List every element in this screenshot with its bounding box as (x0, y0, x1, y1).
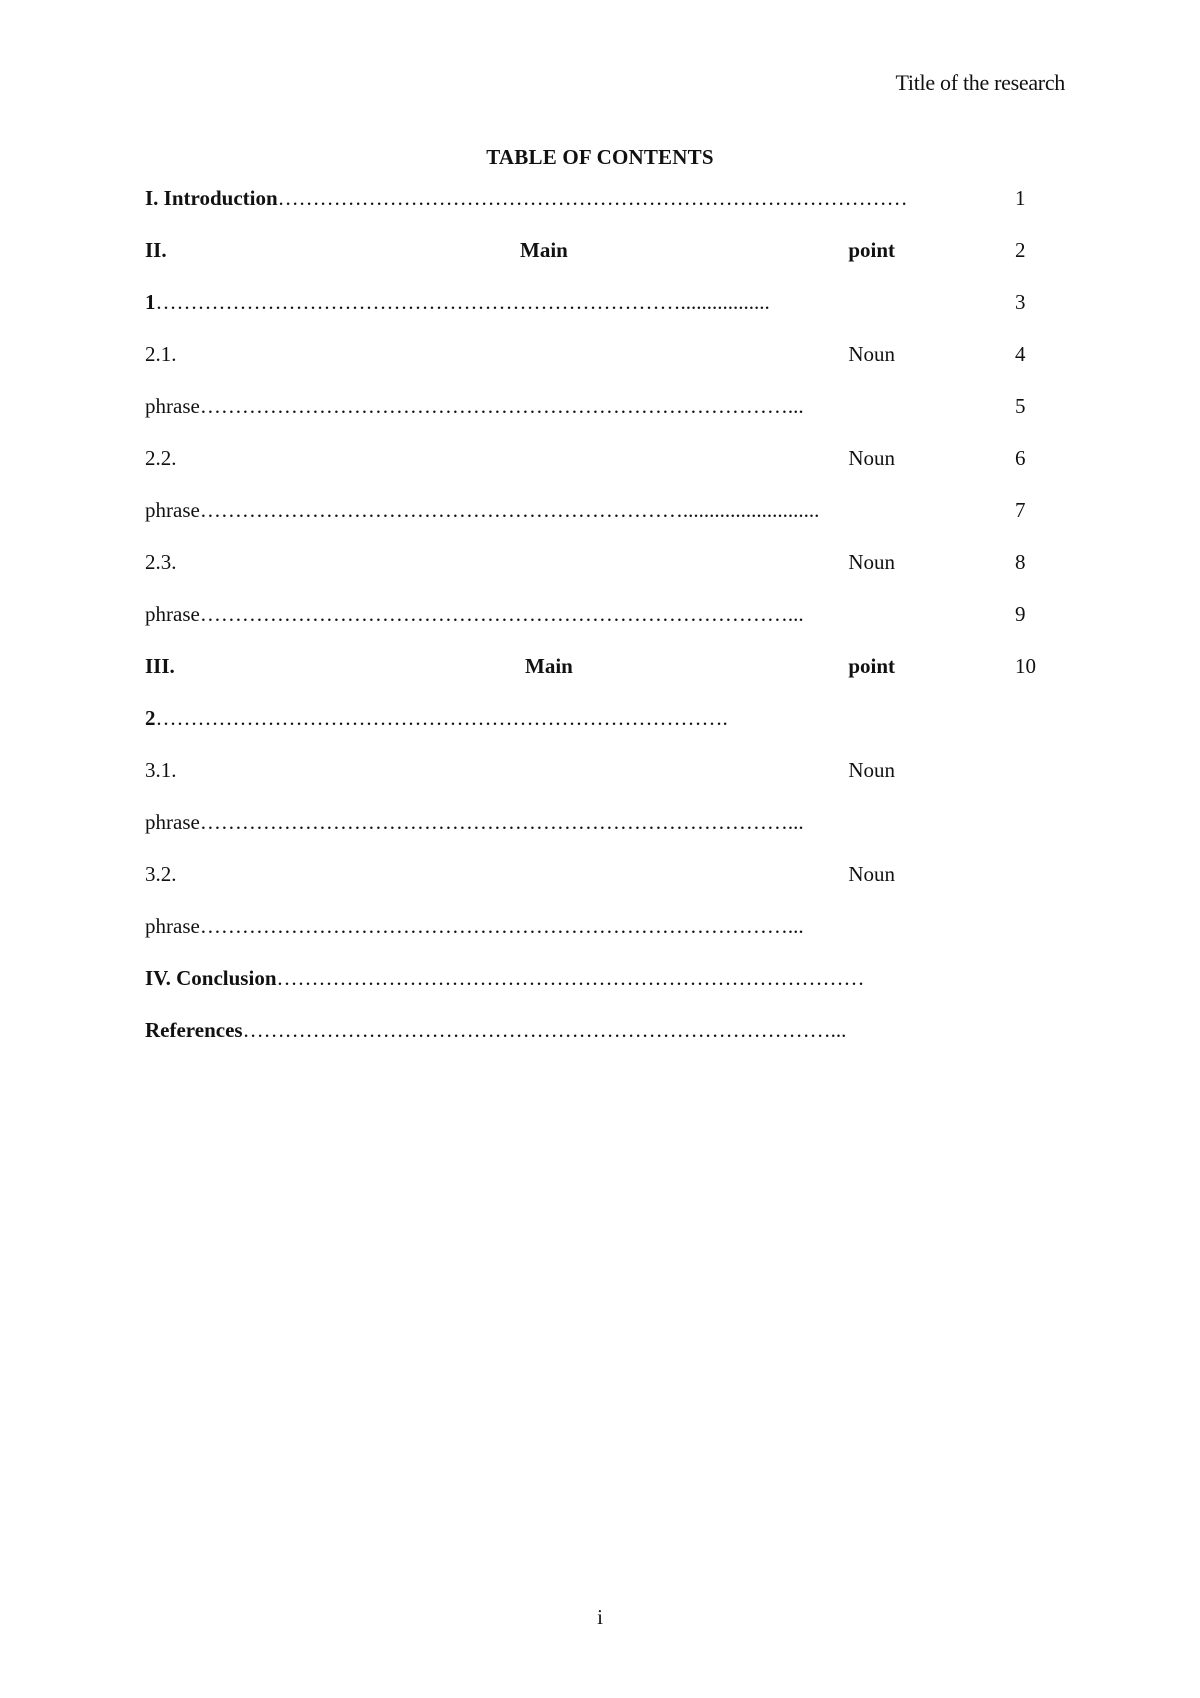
toc-leader-dots: …………………………………………………………………………... (199, 914, 804, 938)
toc-entry-right-word: Noun (848, 342, 895, 366)
toc-entry-label: phrase (145, 498, 200, 522)
toc-entry-label: phrase (145, 810, 200, 834)
toc-page-number: 8 (1015, 550, 1026, 574)
toc-leader-dots: ………………………………………………………………………. (155, 706, 728, 730)
toc-leader-dots: ………………………………………………………………………… (276, 966, 865, 990)
toc-page-number: 9 (1015, 602, 1026, 626)
page-number-footer: i (597, 1605, 603, 1629)
running-header-title: Title of the research (895, 70, 1065, 95)
toc-entry-3-1[interactable] (145, 755, 1045, 785)
toc-entry-mid-word: Main (525, 654, 573, 678)
toc-entry-label: III. (145, 654, 175, 678)
toc-entry-conclusion[interactable] (145, 963, 1045, 993)
toc-entry-label: 2.1. (145, 342, 177, 366)
toc-entry-label: 3.1. (145, 758, 177, 782)
toc-entry-label: IV. Conclusion (145, 966, 277, 990)
toc-entry-label: 3.2. (145, 862, 177, 886)
toc-leader-dots: ……………………………………………………………………………… (277, 186, 908, 210)
toc-entry-main-point-1-cont[interactable] (145, 287, 1045, 317)
toc-entry-3-1-cont[interactable] (145, 807, 1045, 837)
toc-entry-mid-word: Main (520, 238, 568, 262)
toc-entry-2-2[interactable] (145, 443, 1045, 473)
toc-entry-2-1[interactable] (145, 339, 1045, 369)
toc-page-number: 2 (1015, 238, 1026, 262)
toc-entry-right-word: Noun (848, 446, 895, 470)
toc-entry-label: 2.2. (145, 446, 177, 470)
toc-entry-label: I. Introduction (145, 186, 278, 210)
toc-entry-right-word: Noun (848, 758, 895, 782)
toc-leader-dots: …………………………………………………………….......................... (199, 498, 820, 522)
toc-leader-dots: …………………………………………………………………………... (199, 394, 804, 418)
toc-leader-dots: …………………………………………………………………………... (199, 602, 804, 626)
toc-entry-label: References (145, 1018, 243, 1042)
toc-page-number: 7 (1015, 498, 1026, 522)
toc-entry-label: 2 (145, 706, 156, 730)
toc-page-number: 6 (1015, 446, 1026, 470)
toc-page-number: 4 (1015, 342, 1026, 366)
toc-entry-right-word: Noun (848, 550, 895, 574)
toc-entry-right-word: point (848, 238, 895, 262)
toc-entry-right-word: Noun (848, 862, 895, 886)
toc-entry-main-point-2[interactable] (145, 651, 1045, 681)
toc-entry-label: 1 (145, 290, 156, 314)
toc-page-number: 10 (1015, 654, 1036, 678)
toc-entry-2-2-cont[interactable] (145, 495, 1045, 525)
toc-entry-right-word: point (848, 654, 895, 678)
toc-leader-dots: …………………………………………………………………................. (155, 290, 770, 314)
toc-page-number: 3 (1015, 290, 1026, 314)
toc-heading: TABLE OF CONTENTS (486, 145, 714, 169)
toc-leader-dots: …………………………………………………………………………... (199, 810, 804, 834)
toc-entry-main-point-1[interactable] (145, 235, 1045, 265)
toc-entry-label: II. (145, 238, 167, 262)
toc-entry-2-3-cont[interactable] (145, 599, 1045, 629)
toc-page-number: 1 (1015, 186, 1026, 210)
toc-entry-introduction[interactable] (145, 183, 1045, 213)
toc-entry-label: 2.3. (145, 550, 177, 574)
toc-leader-dots: …………………………………………………………………………... (242, 1018, 847, 1042)
toc-entry-3-2-cont[interactable] (145, 911, 1045, 941)
toc-entry-main-point-2-cont[interactable] (145, 703, 1045, 733)
toc-entry-label: phrase (145, 914, 200, 938)
toc-entry-references[interactable] (145, 1015, 1045, 1045)
toc-entry-label: phrase (145, 602, 200, 626)
toc-entry-2-1-cont[interactable] (145, 391, 1045, 421)
toc-page-number: 5 (1015, 394, 1026, 418)
toc-entry-label: phrase (145, 394, 200, 418)
toc-entry-2-3[interactable] (145, 547, 1045, 577)
toc-entry-3-2[interactable] (145, 859, 1045, 889)
